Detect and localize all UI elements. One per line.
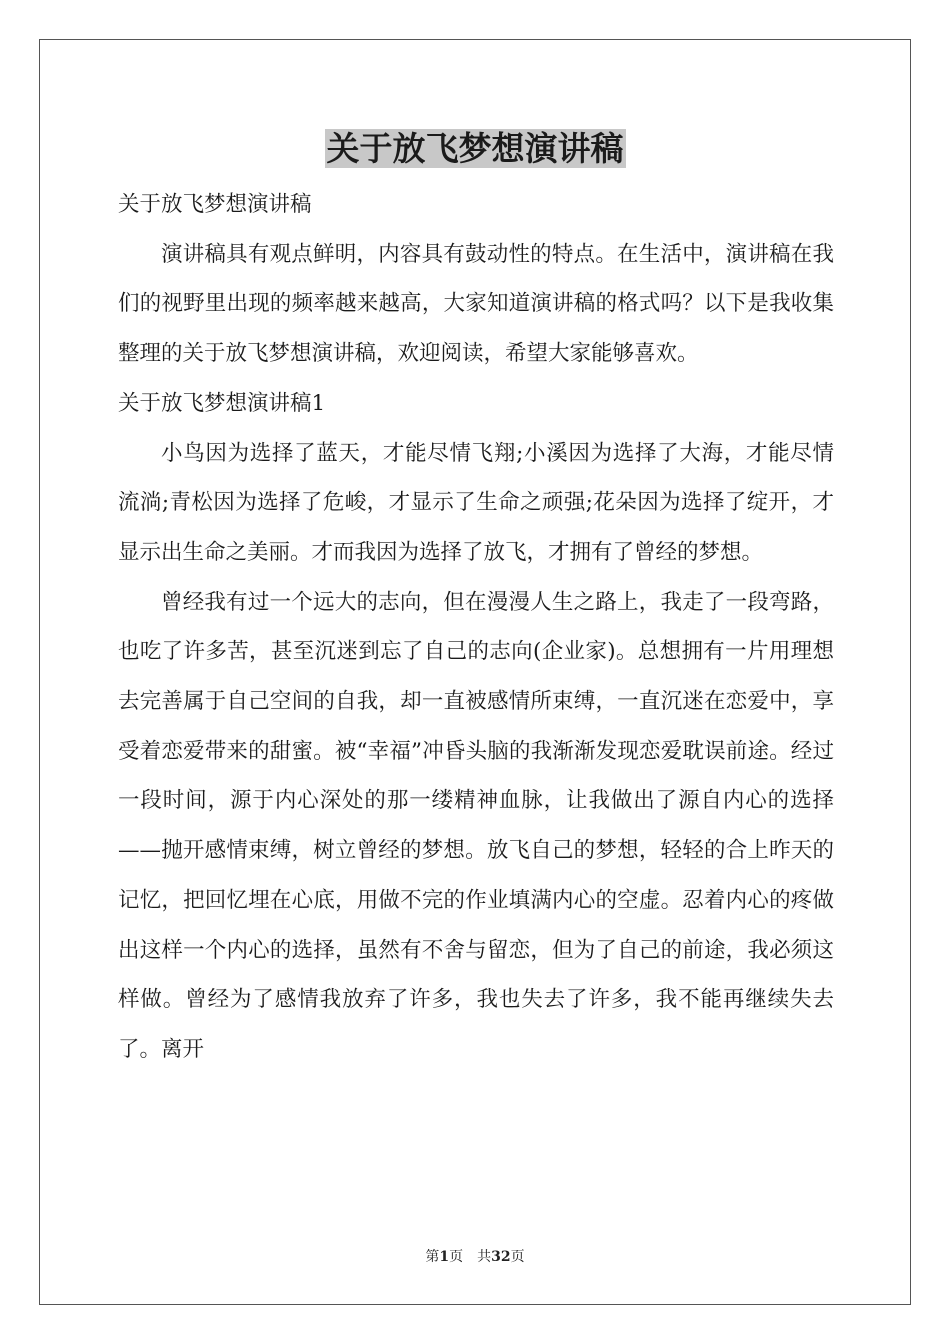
body-paragraph-1: 小鸟因为选择了蓝天，才能尽情飞翔;小溪因为选择了大海，才能尽情流淌;青松因为选择了危峻，才显示了生命之顽强;花朵因为选择了绽开，才显示出生命之美丽。才而我因为选择了放飞，才拥有了曾经的梦想。 <box>118 440 834 565</box>
body-paragraph-2: 曾经我有过一个远大的志向，但在漫漫人生之路上，我走了一段弯路，也吃了许多苦，甚至沉迷到忘了自己的志向(企业家)。总想拥有一片用理想去完善属于自己空间的自我，却一直被感情所束缚，一直沉迷在恋爱中，享受着恋爱带来的甜蜜。被“幸福”冲昏头脑的我渐渐发现恋爱耽误前途。经过一段时间，源于内心深处的那一缕精神血脉，让我做出了源自内心的选择——抛开感情束缚，树立曾经的梦想。放飞自己的梦想，轻轻的合上昨天的记忆，把回忆埋在心底，用做不完的作业填满内心的空虚。忍着内心的疼做出这样一个内心的选择，虽然有不舍与留恋，但为了自己的前途，我必须这样做。曾经为了感情我放弃了许多，我也失去了许多，我不能再继续失去了。离开 <box>118 589 834 1062</box>
page-suffix: 页 <box>449 1249 464 1265</box>
document-subtitle: 关于放飞梦想演讲稿 <box>118 192 312 217</box>
document-body <box>118 180 834 1075</box>
page-number: 1 <box>439 1249 450 1265</box>
page-footer <box>0 1247 950 1267</box>
intro-paragraph: 演讲稿具有观点鲜明，内容具有鼓动性的特点。在生活中，演讲稿在我们的视野里出现的频率越来越高，大家知道演讲稿的格式吗？以下是我收集整理的关于放飞梦想演讲稿，欢迎阅读，希望大家能够喜欢。 <box>118 241 834 367</box>
total-suffix: 页 <box>510 1249 525 1265</box>
document-title <box>0 126 950 172</box>
total-pages: 32 <box>491 1249 511 1265</box>
page-prefix: 第 <box>425 1249 440 1265</box>
total-prefix: 共 <box>477 1249 492 1265</box>
section-heading: 关于放飞梦想演讲稿1 <box>118 390 326 416</box>
document-title-text: 关于放飞梦想演讲稿 <box>326 129 624 168</box>
